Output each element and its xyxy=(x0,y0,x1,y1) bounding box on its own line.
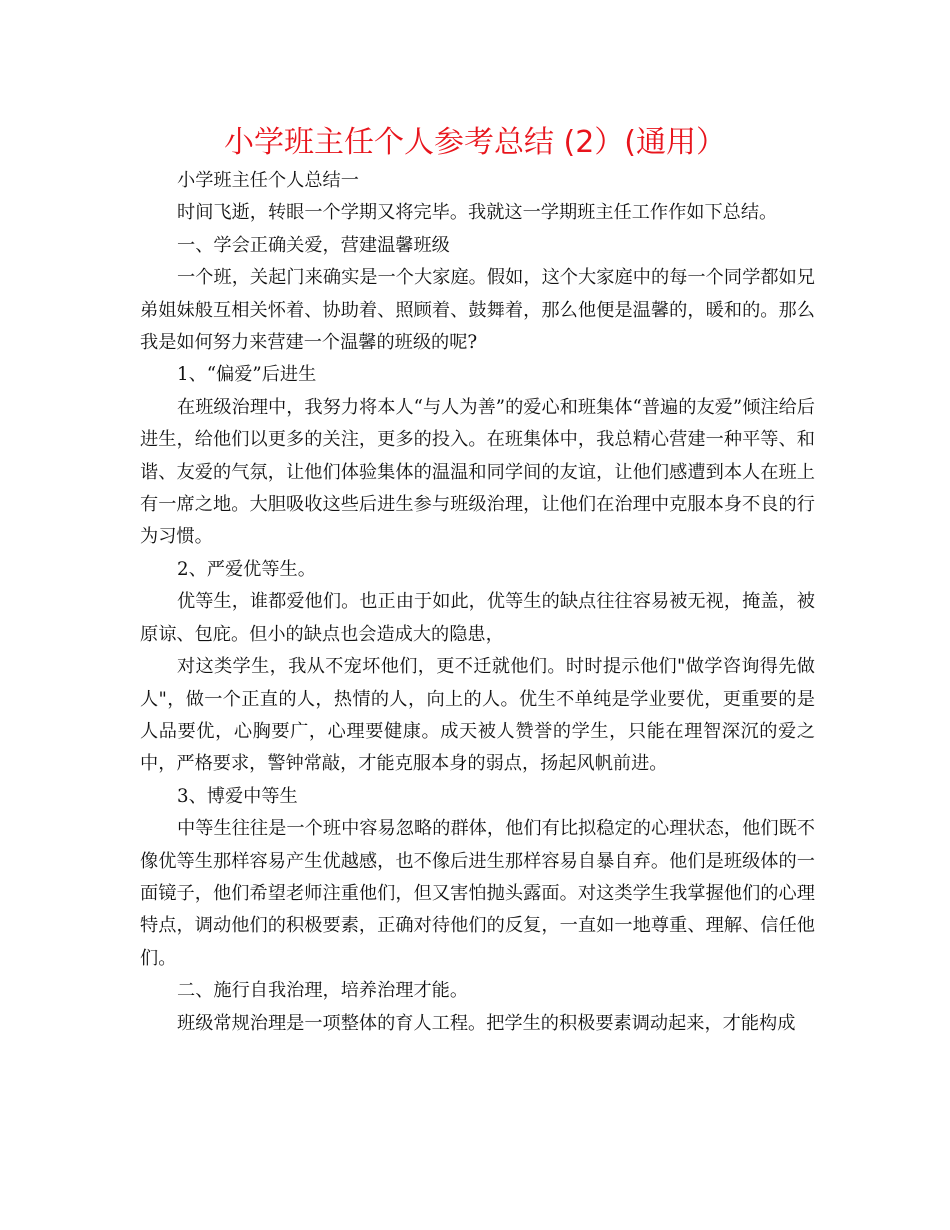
subsection-heading-3: 3、博爱中等生 xyxy=(177,785,298,807)
paragraph: 在班级治理中，我努力将本人“与人为善”的爱心和班集体“普遍的友爱”倾注给后进生，给他们以更多的关注，更多的投入。在班集体中，我总精心营建一种平等、和谐、友爱的气氛，让他们体验集体的温温和同学间的友谊，让他们感遭到本人在班上有一席之地。大胆吸收这些后进生参与班级治理，让他们在治理中克服本身不良的行为习惯。 xyxy=(140,396,815,548)
section-heading-1: 一、学会正确关爱，营建温馨班级 xyxy=(177,234,450,256)
paragraph-intro: 时间飞逝，转眼一个学期又将完毕。我就这一学期班主任工作作如下总结。 xyxy=(177,202,778,224)
document-body xyxy=(140,165,815,1040)
subsection-heading-2: 2、严爱优等生。 xyxy=(177,558,316,580)
document-title: 小学班主任个人参考总结 (2）(通用） xyxy=(223,125,727,160)
paragraph-subtitle: 小学班主任个人总结一 xyxy=(177,170,359,191)
paragraph: 优等生，谁都爱他们。也正由于如此，优等生的缺点往往容易被无视，掩盖，被原谅、包庇。但小的缺点也会造成大的隐患， xyxy=(140,591,815,645)
subsection-heading-1: 1、“偏爱”后进生 xyxy=(177,364,317,386)
section-heading-2: 二、施行自我治理，培养治理才能。 xyxy=(177,980,469,1002)
paragraph: 一个班，关起门来确实是一个大家庭。假如，这个大家庭中的每一个同学都如兄弟姐妹般互相关怀着、协助着、照顾着、鼓舞着，那么他便是温馨的，暖和的。那么我是如何努力来营建一个温馨的班级的呢? xyxy=(140,267,815,354)
paragraph: 对这类学生，我从不宠坏他们，更不迁就他们。时时提示他们"做学咨询得先做人"，做一个正直的人，热情的人，向上的人。优生不单纯是学业要优，更重要的是人品要优，心胸要广，心理要健康。成天被人赞誉的学生，只能在理智深沉的爱之中，严格要求，警钟常敲，才能克服本身的弱点，扬起风帆前进。 xyxy=(140,656,815,775)
paragraph: 班级常规治理是一项整体的育人工程。把学生的积极要素调动起来，才能构成 xyxy=(177,1012,796,1034)
paragraph: 中等生往往是一个班中容易忽略的群体，他们有比拟稳定的心理状态，他们既不像优等生那样容易产生优越感，也不像后进生那样容易自暴自弃。他们是班级体的一面镜子，他们希望老师注重他们，但又害怕抛头露面。对这类学生我掌握他们的心理特点，调动他们的积极要素，正确对待他们的反复，一直如一地尊重、理解、信任他们。 xyxy=(140,818,815,969)
